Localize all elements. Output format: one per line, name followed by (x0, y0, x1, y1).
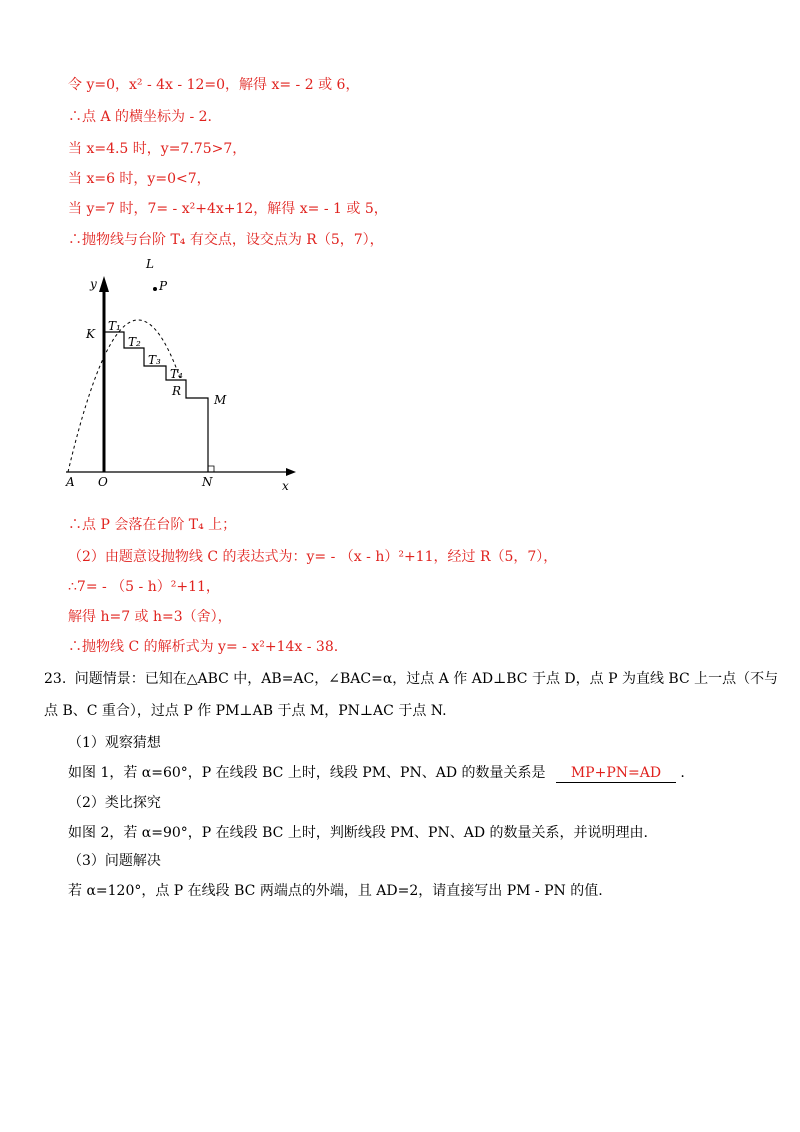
problem-number: 23. (44, 671, 67, 687)
part1-answer: MP+PN=AD (556, 764, 676, 783)
solution-line: 解得 h=7 或 h=3（舍）， (68, 609, 232, 625)
label-t4: T₄ (170, 367, 183, 381)
part1-title: （1）观察猜想 (68, 735, 161, 751)
label-o: O (98, 475, 108, 489)
label-p: P (159, 279, 168, 293)
label-y: y (90, 277, 97, 291)
problem-statement-line1 (44, 670, 778, 688)
label-k: K (86, 327, 95, 341)
problem-statement-line2: 点 B、C 重合），过点 P 作 PM⊥AB 于点 M，PN⊥AC 于点 N. (44, 703, 447, 719)
solution-line: 当 y=7 时，7= - x²+4x+12，解得 x= - 1 或 5， (68, 201, 388, 217)
label-t2: T₂ (128, 335, 141, 349)
right-angle-mark (208, 466, 214, 472)
part1-text (68, 764, 685, 783)
part3-title: （3）问题解决 (68, 853, 161, 869)
solution-line: 令 y=0，x² - 4x - 12=0，解得 x= - 2 或 6， (68, 77, 360, 93)
part1-period: . (680, 765, 685, 781)
solution-line: ∴7= - （5 - h）²+11， (68, 579, 220, 595)
solution-line: 当 x=4.5 时，y=7.75>7， (68, 141, 247, 157)
part2-text: 如图 2，若 α=90°，P 在线段 BC 上时，判断线段 PM、PN、AD 的数量关系，并说明理由. (68, 825, 648, 841)
solution-line: ∴抛物线 C 的解析式为 y= - x²+14x - 38. (68, 639, 339, 655)
solution-line: ∴抛物线与台阶 T₄ 有交点，设交点为 R（5，7）， (68, 232, 384, 248)
y-axis-arrow (99, 276, 109, 292)
label-l: L (146, 257, 154, 271)
solution-line: （2）由题意设抛物线 C 的表达式为：y= - （x - h）²+11，经过 R（5，7）， (68, 549, 558, 565)
parabola-steps-figure (60, 252, 300, 492)
problem-text: 问题情景：已知在△ABC 中，AB=AC，∠BAC=α，过点 A 作 AD⊥BC 于点 D，点 P 为直线 BC 上一点（不与 (74, 671, 779, 687)
label-n: N (202, 475, 213, 489)
label-a: A (66, 475, 75, 489)
x-axis-arrow (286, 468, 296, 476)
label-m: M (214, 393, 227, 407)
part3-text: 若 α=120°，点 P 在线段 BC 两端点的外端，且 AD=2，请直接写出 PM - PN 的值. (68, 883, 603, 899)
part2-title: （2）类比探究 (68, 795, 161, 811)
part1-question: 如图 1，若 α=60°，P 在线段 BC 上时，线段 PM、PN、AD 的数量关系是 (68, 765, 546, 781)
solution-line: ∴点 P 会落在台阶 T₄ 上； (68, 517, 237, 533)
solution-line: 当 x=6 时，y=0<7， (68, 171, 211, 187)
label-t3: T₃ (148, 353, 161, 367)
label-t1: T₁ (108, 319, 121, 333)
point-p (153, 287, 157, 291)
solution-line: ∴点 A 的横坐标为 - 2. (68, 109, 212, 125)
label-r: R (172, 384, 182, 398)
label-x: x (282, 479, 289, 492)
